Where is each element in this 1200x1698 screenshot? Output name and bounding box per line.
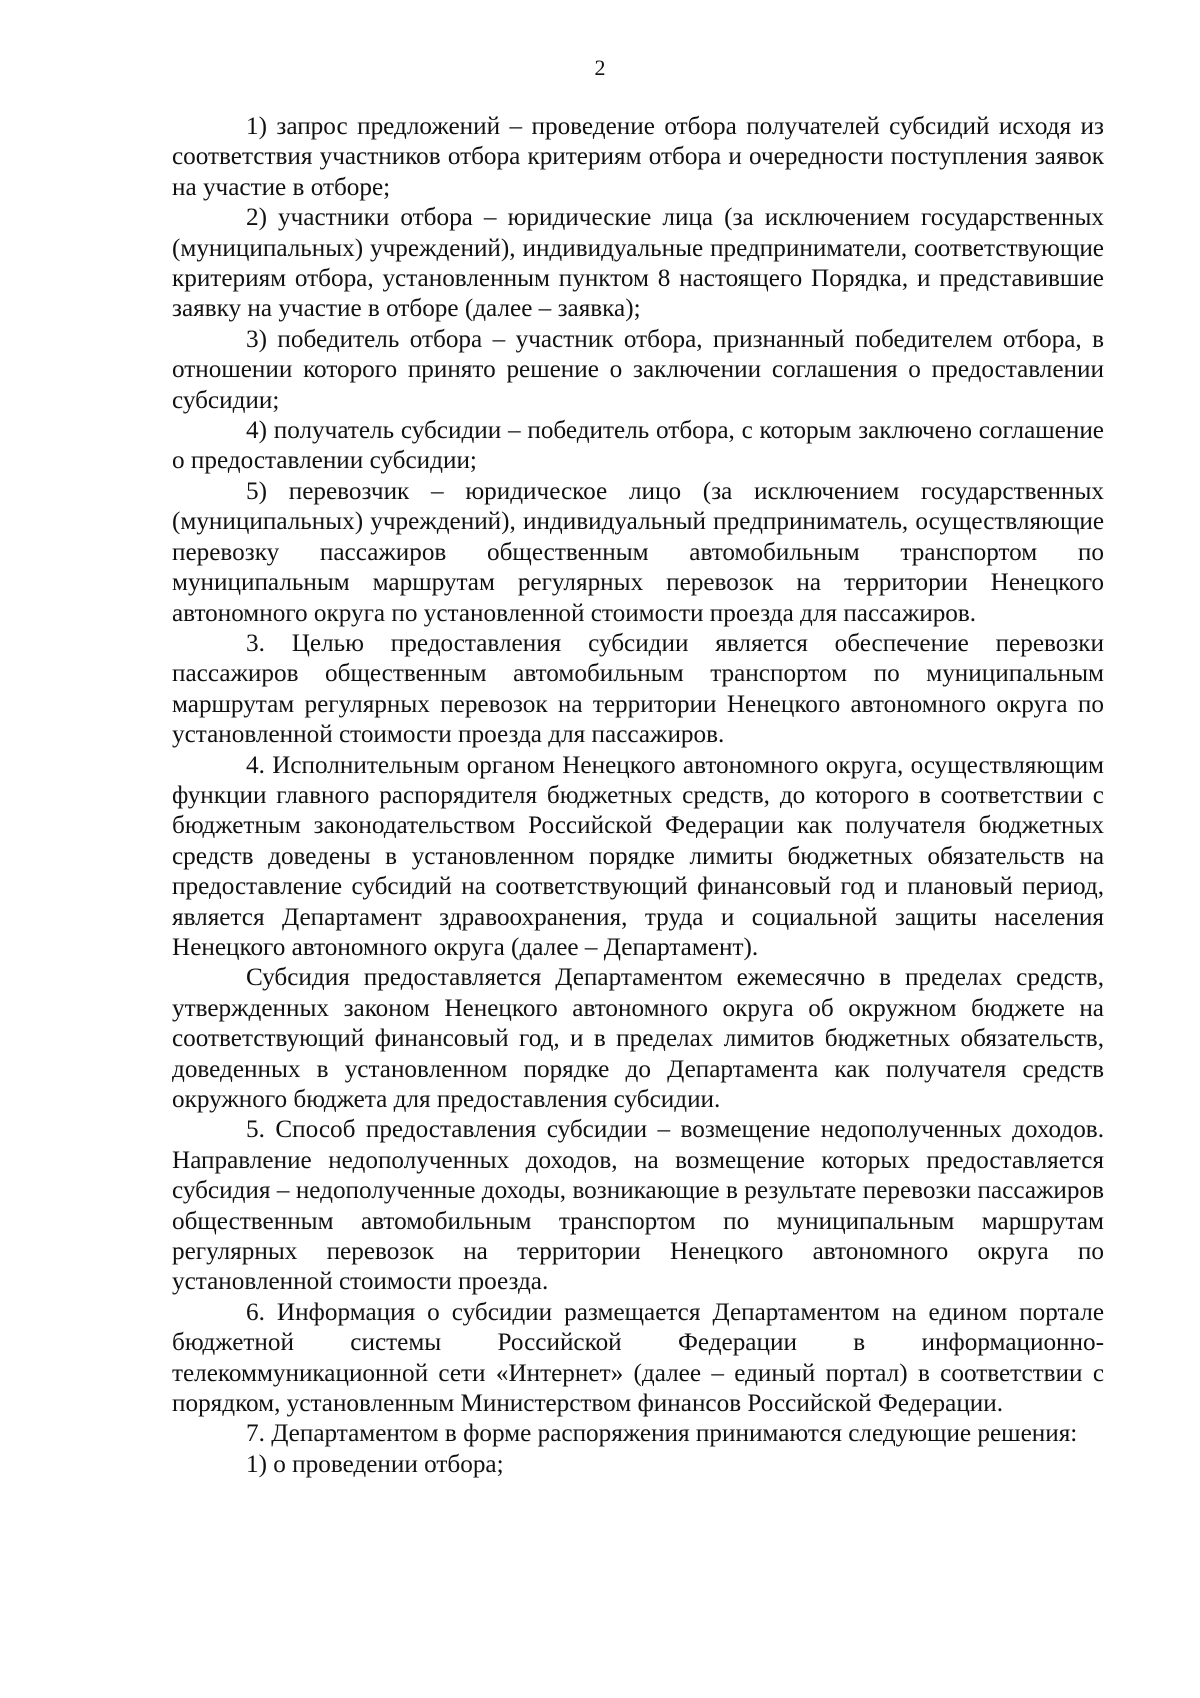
paragraph-section-6: 6. Информация о субсидии размещается Департаментом на едином портале бюджетной системы Российской Федерации в информационно-телекоммуникационной сети «Интернет» (далее – единый портал) в соответствии с порядком, установленным Министерством финансов Российской Федерации.	[172, 1298, 1104, 1418]
paragraph-subsidy-provision: Субсидия предоставляется Департаментом ежемесячно в пределах средств, утвержденных законом Ненецкого автономного округа об окружном бюджете на соответствующий финансовый год, и в пределах лимитов бюджетных обязательств, доведенных в установленном порядке до Департамента как получателя средств окружного бюджета для предоставления субсидии.	[172, 964, 1104, 1113]
paragraph-definition-request: 1) запрос предложений – проведение отбора получателей субсидий исходя из соответствия участников отбора критериям отбора и очередности поступления заявок на участие в отборе;	[172, 113, 1104, 201]
paragraph-definition-carrier: 5) перевозчик – юридическое лицо (за исключением государственных (муниципальных) учреждений), индивидуальный предприниматель, осуществляющие перевозку пассажиров общественным автомобильным транспортом по муниципальным маршрутам регулярных перевозок на территории Ненецкого автономного округа по установленной стоимости проезда для пассажиров.	[172, 477, 1104, 627]
paragraph-definition-participants: 2) участники отбора – юридические лица (за исключением государственных (муниципальных) учреждений), индивидуальные предприниматели, соответствующие критериям отбора, установленным пунктом 8 настоящего Порядка, и представившие заявку на участие в отборе (далее – заявка);	[172, 204, 1104, 323]
page-number: 2	[594, 55, 606, 80]
paragraph-section-7: 7. Департаментом в форме распоряжения принимаются следующие решения:	[246, 1420, 1078, 1448]
paragraph-definition-winner: 3) победитель отбора – участник отбора, признанный победителем отбора, в отношении которого принято решение о заключении соглашения о предоставлении субсидии;	[172, 325, 1104, 414]
paragraph-decision-1: 1) о проведении отбора;	[246, 1450, 504, 1478]
document-body	[172, 112, 1104, 1480]
paragraph-definition-recipient: 4) получатель субсидии – победитель отбора, с которым заключено соглашение о предоставлении субсидии;	[172, 417, 1104, 475]
paragraph-section-4: 4. Исполнительным органом Ненецкого автономного округа, осуществляющим функции главного распорядителя бюджетных средств, до которого в соответствии с бюджетным законодательством Российской Федерации как получателя бюджетных средств доведены в установленном порядке лимиты бюджетных обязательств на предоставление субсидий на соответствующий финансовый год и плановый период, является Департамент здравоохранения, труда и социальной защиты населения Ненецкого автономного округа (далее – Департамент).	[172, 751, 1104, 961]
paragraph-section-5: 5. Способ предоставления субсидии – возмещение недополученных доходов. Направление недополученных доходов, на возмещение которых предоставляется субсидия – недополученные доходы, возникающие в результате перевозки пассажиров общественным автомобильным транспортом по муниципальным маршрутам регулярных перевозок на территории Ненецкого автономного округа по установленной стоимости проезда.	[172, 1116, 1104, 1296]
paragraph-section-3: 3. Целью предоставления субсидии является обеспечение перевозки пассажиров общественным автомобильным транспортом по муниципальным маршрутам регулярных перевозок на территории Ненецкого автономного округа по установленной стоимости проезда для пассажиров.	[172, 629, 1104, 749]
